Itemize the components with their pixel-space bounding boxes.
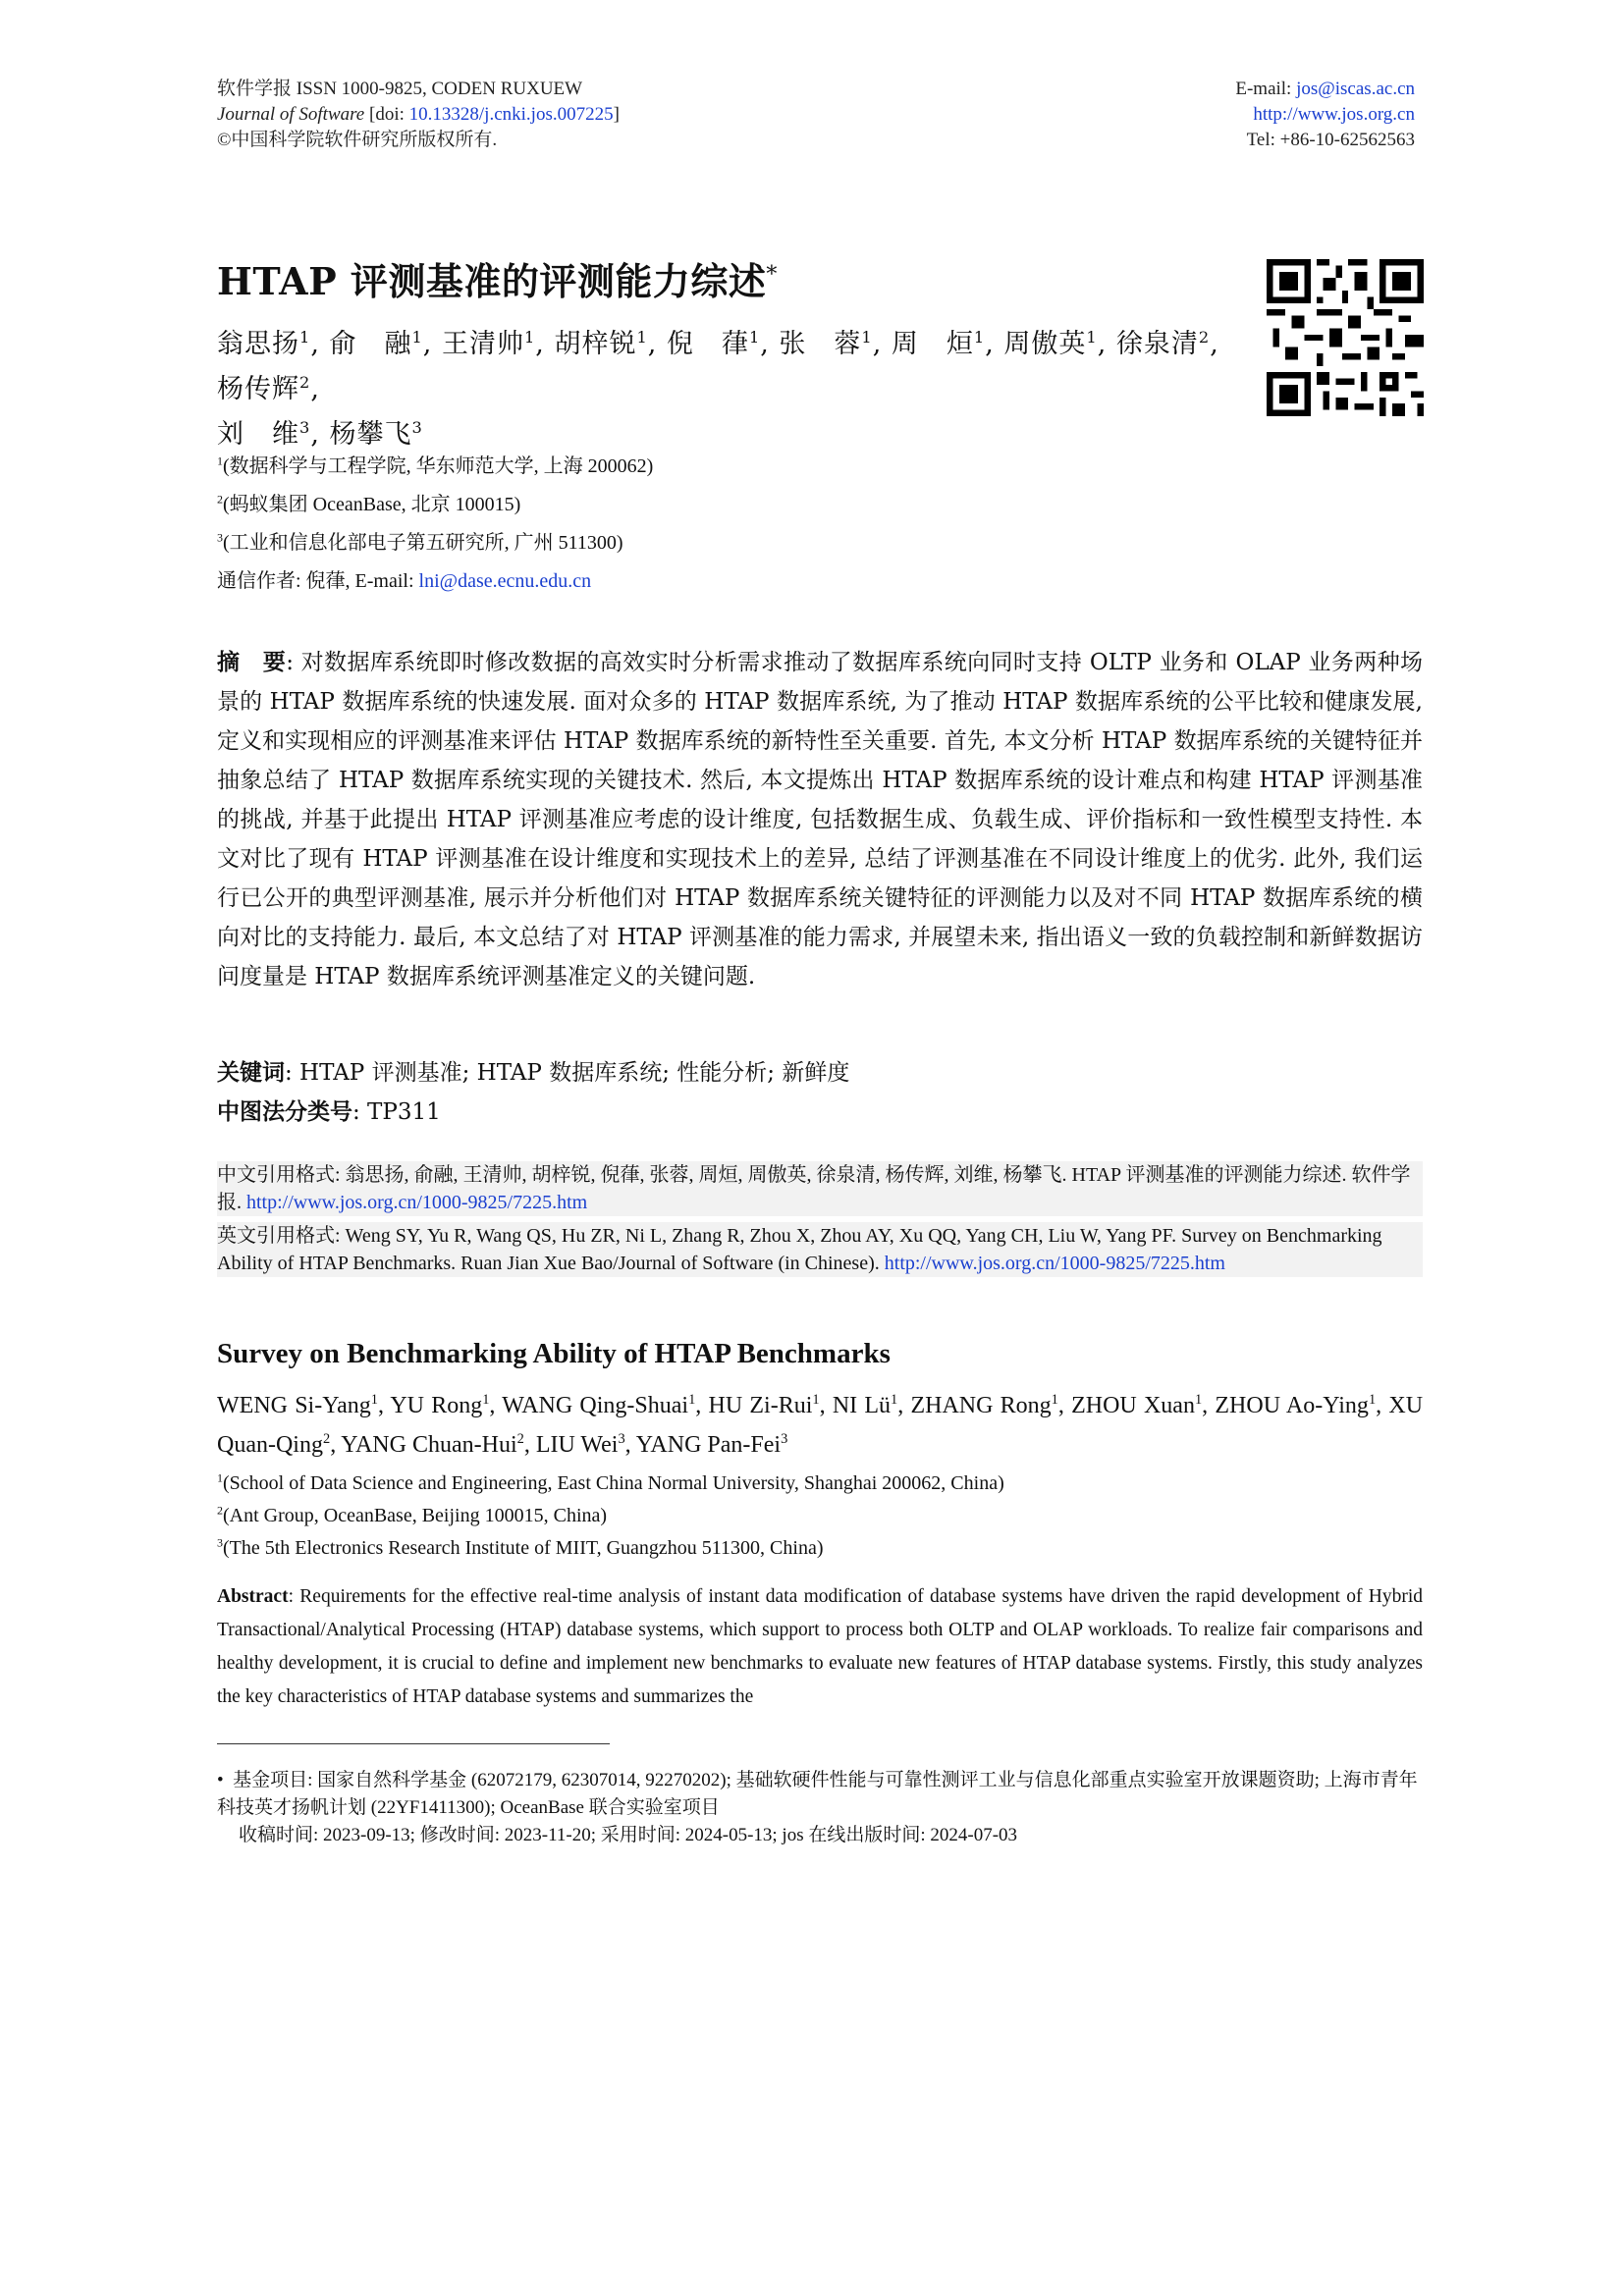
abstract-en: [217, 1580, 1423, 1714]
citation-cn: 中文引用格式: 翁思扬, 俞融, 王清帅, 胡梓锐, 倪葎, 张蓉, 周烜, 周傲英, 徐泉清, 杨传辉, 刘维, 杨攀飞. HTAP 评测基准的评测能力综述. 软件学报. http://www.jos.org.cn/1000-9825/7225.htm: [217, 1161, 1423, 1216]
doi-prefix: [doi:: [364, 104, 409, 125]
corresponding-email-link[interactable]: lni@dase.ecnu.edu.cn: [418, 570, 592, 592]
affiliation-en: $^1$(School of Data Science and Engineering, East China Normal University, Shanghai 200062, China): [217, 1470, 1004, 1494]
keywords-block: [217, 1053, 849, 1132]
author-cn: 胡梓锐$^1$,: [554, 328, 667, 359]
qr-code-icon: [1267, 259, 1424, 416]
journal-header-left: [217, 77, 620, 153]
affiliation-cn: $^2$(蚂蚁集团 OceanBase, 北京 100015): [217, 492, 521, 515]
author-en: LIU Wei$^3$,: [535, 1431, 636, 1458]
email-label: E-mail:: [1235, 79, 1297, 99]
citation-block: [217, 1161, 1423, 1283]
footnote-dates: 收稿时间: 2023-09-13; 修改时间: 2023-11-20; 采用时间: 2024-05-13; jos 在线出版时间: 2024-07-03: [239, 1825, 1018, 1845]
author-cn: 俞 融$^1$,: [329, 328, 442, 359]
author-en: HU Zi-Rui$^1$,: [708, 1392, 833, 1418]
doi-link[interactable]: 10.13328/j.cnki.jos.007225: [408, 104, 614, 125]
author-cn: 刘 维$^3$,: [217, 418, 330, 450]
abstract-en-text: : Requirements for the effective real-time analysis of instant data modification of database systems have driven the rapid development of Hybrid Transactional/Analytical Processing (HTAP) database systems, which support to process both OLTP and OLAP workloads. To realize fair comparisons and healthy development, it is crucial to define and implement new benchmarks to evaluate new features of HTAP database systems. Firstly, this study analyzes the key characteristics of HTAP database systems and summarizes the: [217, 1586, 1423, 1707]
paper-title-text: HTAP 评测基准的评测能力综述: [217, 259, 767, 303]
author-cn: 翁思扬$^1$,: [217, 328, 330, 359]
paper-title-en: Survey on Benchmarking Ability of HTAP Benchmarks: [217, 1338, 891, 1369]
author-en: NI $Lü^1$,: [832, 1392, 911, 1418]
author-en: ZHOU Ao-Ying$^1$,: [1215, 1392, 1389, 1418]
author-en: WENG Si-Yang$^1$,: [217, 1392, 391, 1418]
copyright-line: ©中国科学院软件研究所版权所有.: [217, 130, 498, 150]
author-en: YU Rong$^1$,: [390, 1392, 503, 1418]
affiliation-en: $^3$(The 5th Electronics Research Institute of MIIT, Guangzhou 511300, China): [217, 1535, 824, 1559]
author-cn: 周 烜$^1$,: [891, 328, 1004, 359]
abstract-cn-text: : 对数据库系统即时修改数据的高效实时分析需求推动了数据库系统向同时支持 OLTP 业务和 OLAP 业务两种场景的 HTAP 数据库系统的快速发展. 面对众多的 HTAP 数据库系统, 为了推动 HTAP 数据库系统的公平比较和健康发展, 定义和实现相应的评测基准来评估 HTAP 数据库系统的新特性至关重要. 首先, 本文分析 HTAP 数据库系统的关键特征并抽象总结了 HTAP 数据库系统实现的关键技术. 然后, 本文提炼出 HTAP 数据库系统的设计难点和构建 HTAP 评测基准的挑战, 并基于此提出 HTAP 评测基准应考虑的设计维度, 包括数据生成、负载生成、评价指标和一致性模型支持性. 本文对比了现有 HTAP 评测基准在设计维度和实现技术上的差异, 总结了评测基准在不同设计维度上的优劣. 此外, 我们运行已公开的典型评测基准, 展示并分析他们对 HTAP 数据库系统关键特征的评测能力以及对不同 HTAP 数据库系统的横向对比的支持能力. 最后, 本文总结了对 HTAP 评测基准的能力需求, 并展望未来, 指出语义一致的负载控制和新鲜数据访问度量是 HTAP 数据库系统评测基准定义的关键问题.: [217, 650, 1424, 989]
classification-code: 中图法分类号: TP311: [217, 1099, 441, 1125]
affiliations-cn: [217, 448, 653, 601]
journal-doi-line: [217, 102, 620, 128]
author-cn: 张 蓉$^1$,: [779, 328, 892, 359]
affiliations-en: [217, 1468, 1004, 1565]
title-footnote-mark: *: [766, 262, 778, 288]
journal-issn-line: 软件学报 ISSN 1000-9825, CODEN RUXUEW: [217, 79, 583, 99]
footnote: [217, 1767, 1423, 1849]
journal-email-line: [1235, 77, 1415, 102]
doi-suffix: ]: [613, 104, 620, 125]
author-en: ZHOU Xuan$^1$,: [1071, 1392, 1216, 1418]
author-cn: 杨攀飞$^3$: [329, 418, 423, 450]
author-cn: 杨传辉$^2$,: [217, 373, 320, 404]
journal-url-link[interactable]: http://www.jos.org.cn: [1253, 104, 1415, 125]
affiliation-cn: $^1$(数据科学与工程学院, 华东师范大学, 上海 200062): [217, 454, 654, 477]
author-cn: 王清帅$^1$,: [441, 328, 555, 359]
footnote-divider: [217, 1743, 610, 1744]
affiliation-cn: $^3$(工业和信息化部电子第五研究所, 广州 511300): [217, 530, 623, 554]
authors-en: [217, 1386, 1423, 1465]
abstract-cn-label: 摘 要: [217, 650, 287, 675]
journal-email-link[interactable]: jos@iscas.ac.cn: [1296, 79, 1415, 99]
authors-cn: [217, 322, 1238, 457]
author-en: ZHANG Rong$^1$,: [910, 1392, 1072, 1418]
corresponding-author: 通信作者: 倪葎, E-mail: lni@dase.ecnu.edu.cn: [217, 570, 592, 592]
author-en: XU Quan-Qing$^2$,: [217, 1393, 1424, 1458]
author-cn: 周傲英$^1$,: [1003, 328, 1116, 359]
journal-tel: Tel: +86-10-62562563: [1246, 130, 1415, 150]
author-en: WANG Qing-Shuai$^1$,: [502, 1392, 709, 1418]
citation-cn-link[interactable]: http://www.jos.org.cn/1000-9825/7225.htm: [246, 1192, 588, 1213]
citation-en: 英文引用格式: Weng SY, Yu R, Wang QS, Hu ZR, Ni L, Zhang R, Zhou X, Zhou AY, Xu QQ, Yang CH, Liu W, Yang PF. Survey on Benchmarking Ability of HTAP Benchmarks. Ruan Jian Xue Bao/Journal of Software (in Chinese). http://www.jos.org.cn/1000-9825/7225.htm: [217, 1222, 1423, 1277]
author-en: YANG Pan-Fei$^3$: [635, 1431, 788, 1458]
journal-name: Journal of Software: [217, 104, 365, 125]
affiliation-en: $^2$(Ant Group, OceanBase, Beijing 100015, China): [217, 1503, 608, 1526]
author-cn: 倪 葎$^1$,: [666, 328, 780, 359]
footnote-funding: • 基金项目: 国家自然科学基金 (62072179, 62307014, 92270202); 基础软硬件性能与可靠性测评工业与信息化部重点实验室开放课题资助; 上海市青年科技英才扬帆计划 (22YF1411300); OceanBase 联合实验室项目: [217, 1770, 1418, 1818]
paper-title: [217, 251, 778, 305]
keywords-cn: 关键词: HTAP 评测基准; HTAP 数据库系统; 性能分析; 新鲜度: [217, 1060, 850, 1086]
abstract-cn: [217, 643, 1423, 996]
abstract-en-label: Abstract: [217, 1586, 289, 1607]
author-en: YANG Chuan-Hui$^2$,: [341, 1431, 536, 1458]
journal-header-right: [1235, 77, 1415, 153]
author-cn: 徐泉清$^2$,: [1115, 328, 1219, 359]
citation-en-link[interactable]: http://www.jos.org.cn/1000-9825/7225.htm: [884, 1253, 1225, 1274]
